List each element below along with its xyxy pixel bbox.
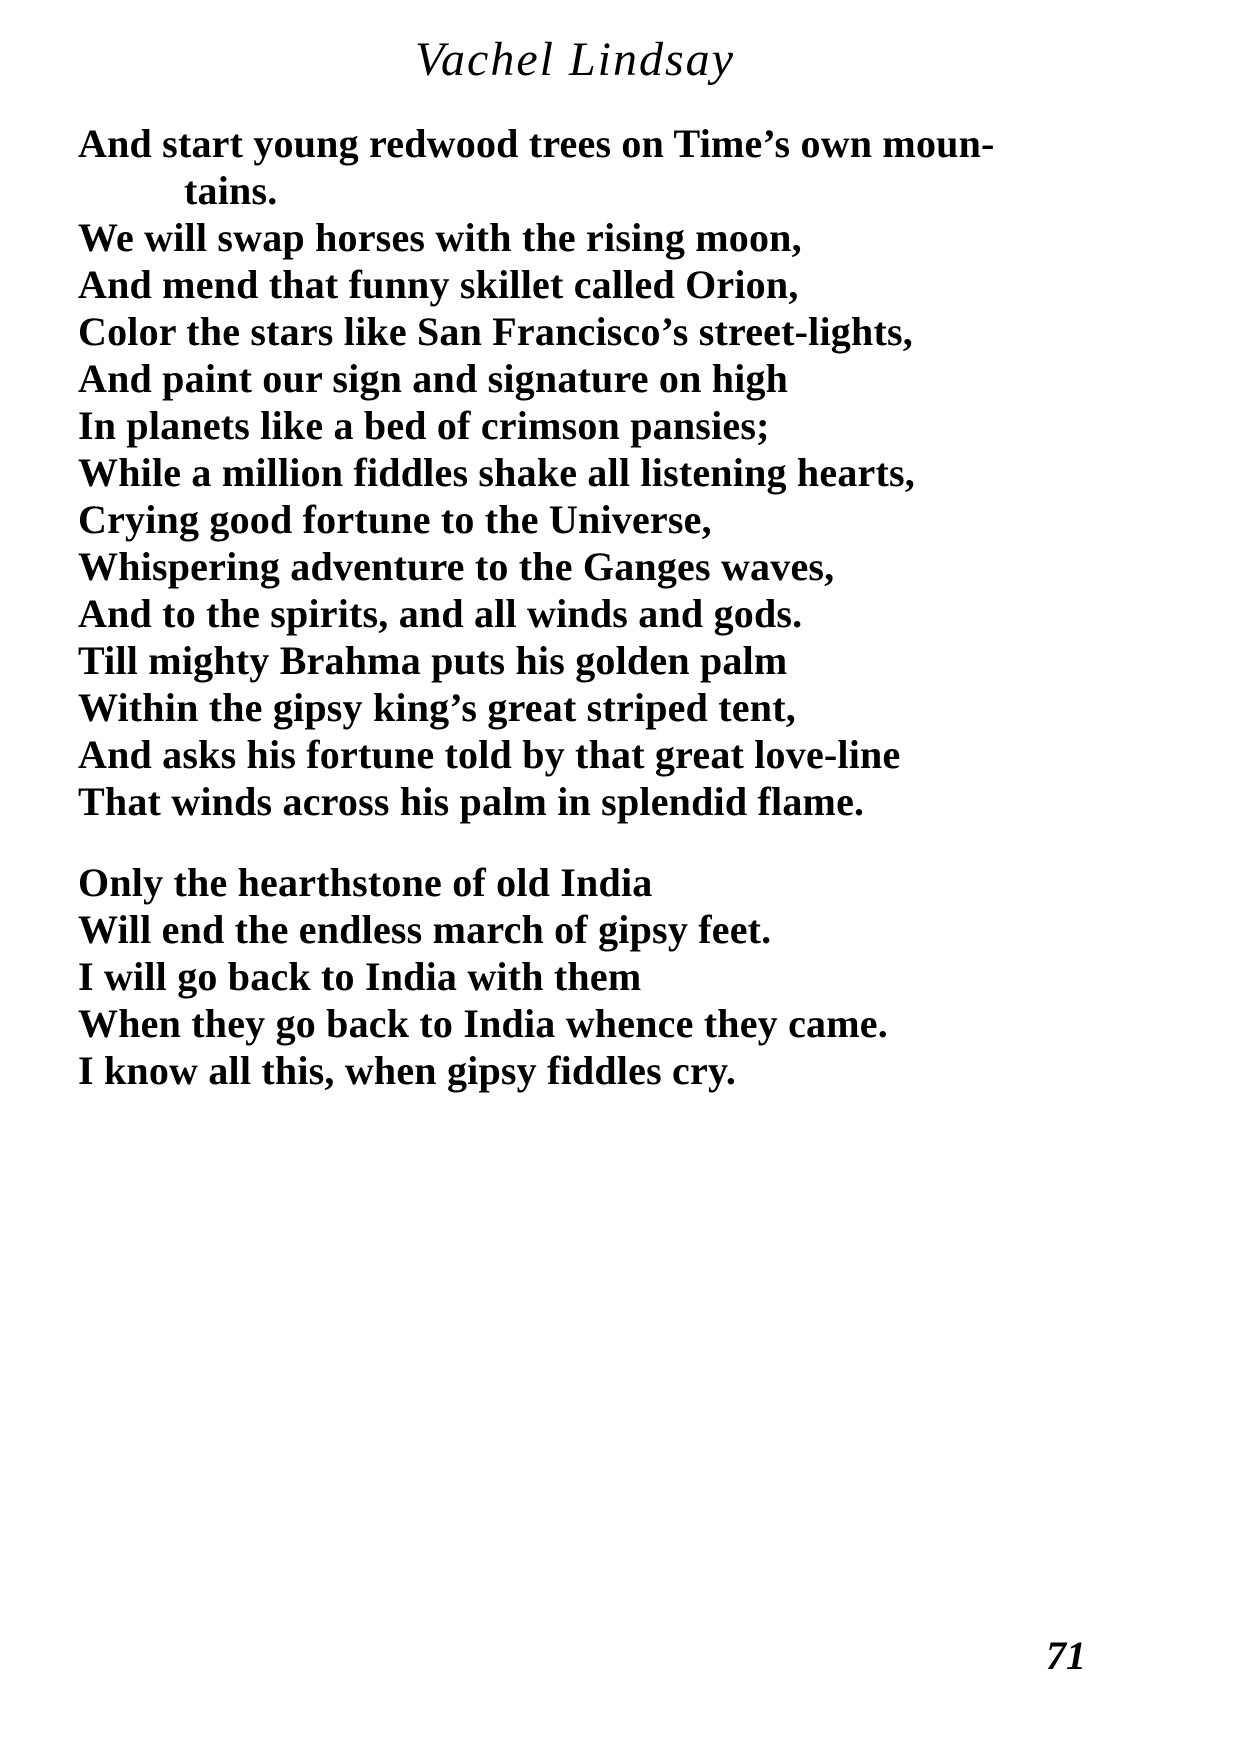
poem-line: Will end the endless march of gipsy feet. — [78, 907, 772, 952]
poem-line: Till mighty Brahma puts his golden palm — [78, 638, 788, 683]
poem-line: Whispering adventure to the Ganges waves, — [78, 544, 835, 589]
poem-line: That winds across his palm in splendid flame. — [78, 779, 865, 824]
poem-line: And paint our sign and signature on high — [78, 356, 789, 401]
poem-line: And asks his fortune told by that great love-line — [78, 732, 901, 777]
poem-line: While a million fiddles shake all listening hearts, — [78, 450, 915, 495]
poem-line: We will swap horses with the rising moon, — [78, 215, 802, 260]
stanza-1 — [78, 120, 1098, 825]
poem-line: Crying good fortune to the Universe, — [78, 497, 712, 542]
poem-line: And start young redwood trees on Time’s own moun- — [78, 121, 995, 166]
poem-body — [78, 120, 1098, 1128]
running-head: Vachel Lindsay — [415, 33, 735, 86]
poem-line: Within the gipsy king’s great striped tent, — [78, 685, 796, 730]
poem-line: When they go back to India whence they came. — [78, 1001, 888, 1046]
poem-line: And to the spirits, and all winds and gods. — [78, 591, 803, 636]
page-number: 71 — [1046, 1633, 1086, 1678]
stanza-2 — [78, 859, 1098, 1094]
poem-line: Color the stars like San Francisco’s street-lights, — [78, 309, 913, 354]
poem-line: I will go back to India with them — [78, 954, 642, 999]
poem-line-continuation: tains. — [184, 168, 278, 213]
poem-line: In planets like a bed of crimson pansies; — [78, 403, 770, 448]
poem-line: Only the hearthstone of old India — [78, 860, 653, 905]
poem-line: And mend that funny skillet called Orion, — [78, 262, 799, 307]
poem-line: I know all this, when gipsy fiddles cry. — [78, 1048, 737, 1093]
